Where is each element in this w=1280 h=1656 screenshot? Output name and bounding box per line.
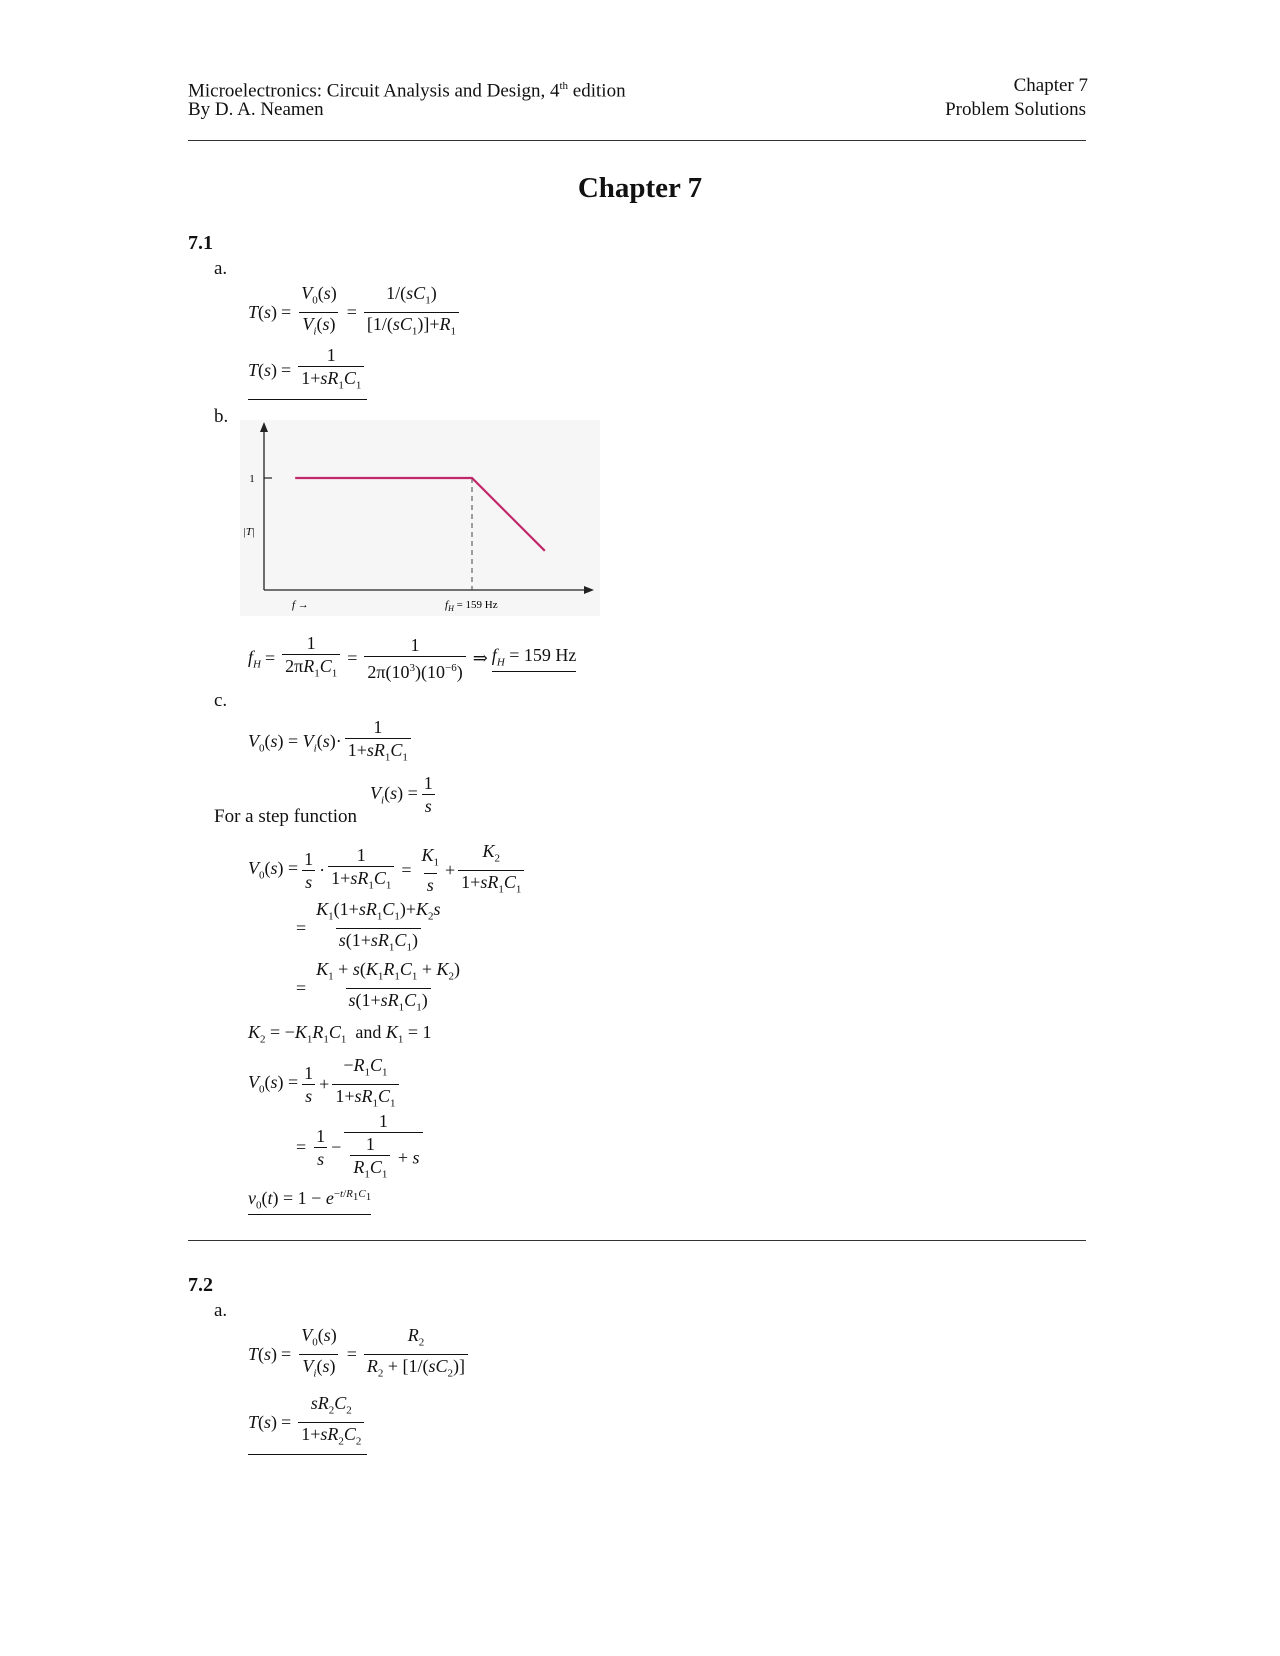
vo-simplified-eq: = $\frac{1}{s}$ − 1 $\frac{1}{R_1C_1}$ + s (292, 1110, 426, 1186)
step-input-eq: $V_i(s)$ = $\frac{1}{s}$ (370, 773, 433, 816)
plot-background (240, 420, 600, 616)
part-label-c: c. (214, 690, 228, 711)
bode-plot (240, 420, 600, 616)
partial-fraction-eq: $V_0(s)$ = $\frac{1}{s}$ · $\frac{1}{1+sR_1C_1}$ = $\frac{K_1}{s}$ + $\frac{K_2}{1+sR_1C_1}$ (248, 840, 527, 900)
time-domain-result: $v_0(t) = 1 - e^{-t/R_1C_1}$ (248, 1188, 371, 1215)
section-rule (188, 1240, 1086, 1241)
output-eq: $V_0(s) = V_i(s)\cdot$ $\frac{1}{1+sR_1C_1}$ (248, 716, 414, 769)
combined-fraction-eq: = $\frac{K_1(1+sR_1C_1)+K_2s}{s(1+sR_1C_1)}$ (292, 898, 447, 958)
transfer-function-result: T(s) = $\frac{1}{1+sR_1C_1}$ (248, 344, 367, 400)
transfer-function-eq: T(s) = $\frac{V_0(s)}{V_i(s)}$ = $\frac{1/(sC_1)}{[1/(sC_1)]+R_1}$ (248, 282, 462, 342)
header-rule (188, 140, 1086, 141)
expanded-fraction-eq: = $\frac{K_1 + s(K_1R_1C_1 + K_2)}{s(1+sR_1C_1)}$ (292, 958, 466, 1018)
fh-result: 159 Hz (523, 645, 577, 665)
corner-frequency-label: $f_H = 159$ Hz (445, 599, 498, 613)
chapter-title: Chapter 7 (577, 172, 703, 204)
y-axis-label: |T| (242, 526, 256, 538)
header-chapter: Chapter 7 (1013, 75, 1088, 96)
y-tick-label: 1 (249, 473, 255, 485)
transfer-function-eq-2: T(s) = $\frac{V_0(s)}{V_i(s)}$ = $\frac{R_2}{R_2 + [1/(sC_2)]}$ (248, 1324, 471, 1384)
problem-number-2: 7.2 (188, 1274, 213, 1296)
book-title: Microelectronics: Circuit Analysis and Design, 4th edition (188, 80, 626, 102)
coefficients-eq: $K_2 = -K_1R_1C_1$ and $K_1 = 1$ (248, 1022, 432, 1046)
part-label-b: b. (214, 406, 229, 427)
x-axis-label: f → (292, 599, 309, 611)
author: By D. A. Neamen (188, 99, 324, 120)
part-label-a-2: a. (214, 1300, 228, 1321)
header-subtitle: Problem Solutions (945, 99, 1086, 120)
fh-equation: $f_H$ = $\frac{1}{2\pi R_1C_1}$ = $\frac{1}{2\pi(10^3)(10^{-6})}$ ⇒ $f_H = 159$ Hz (248, 632, 576, 685)
step-function-text: For a step function (214, 806, 358, 827)
problem-number: 7.1 (188, 232, 213, 254)
vo-substituted-eq: $V_0(s)$ = $\frac{1}{s}$ + $\frac{-R_1C_1}{1+sR_1C_1}$ (248, 1054, 402, 1114)
part-label-a: a. (214, 258, 228, 279)
transfer-function-result-2: T(s) = $\frac{sR_2C_2}{1+sR_2C_2}$ (248, 1392, 367, 1455)
